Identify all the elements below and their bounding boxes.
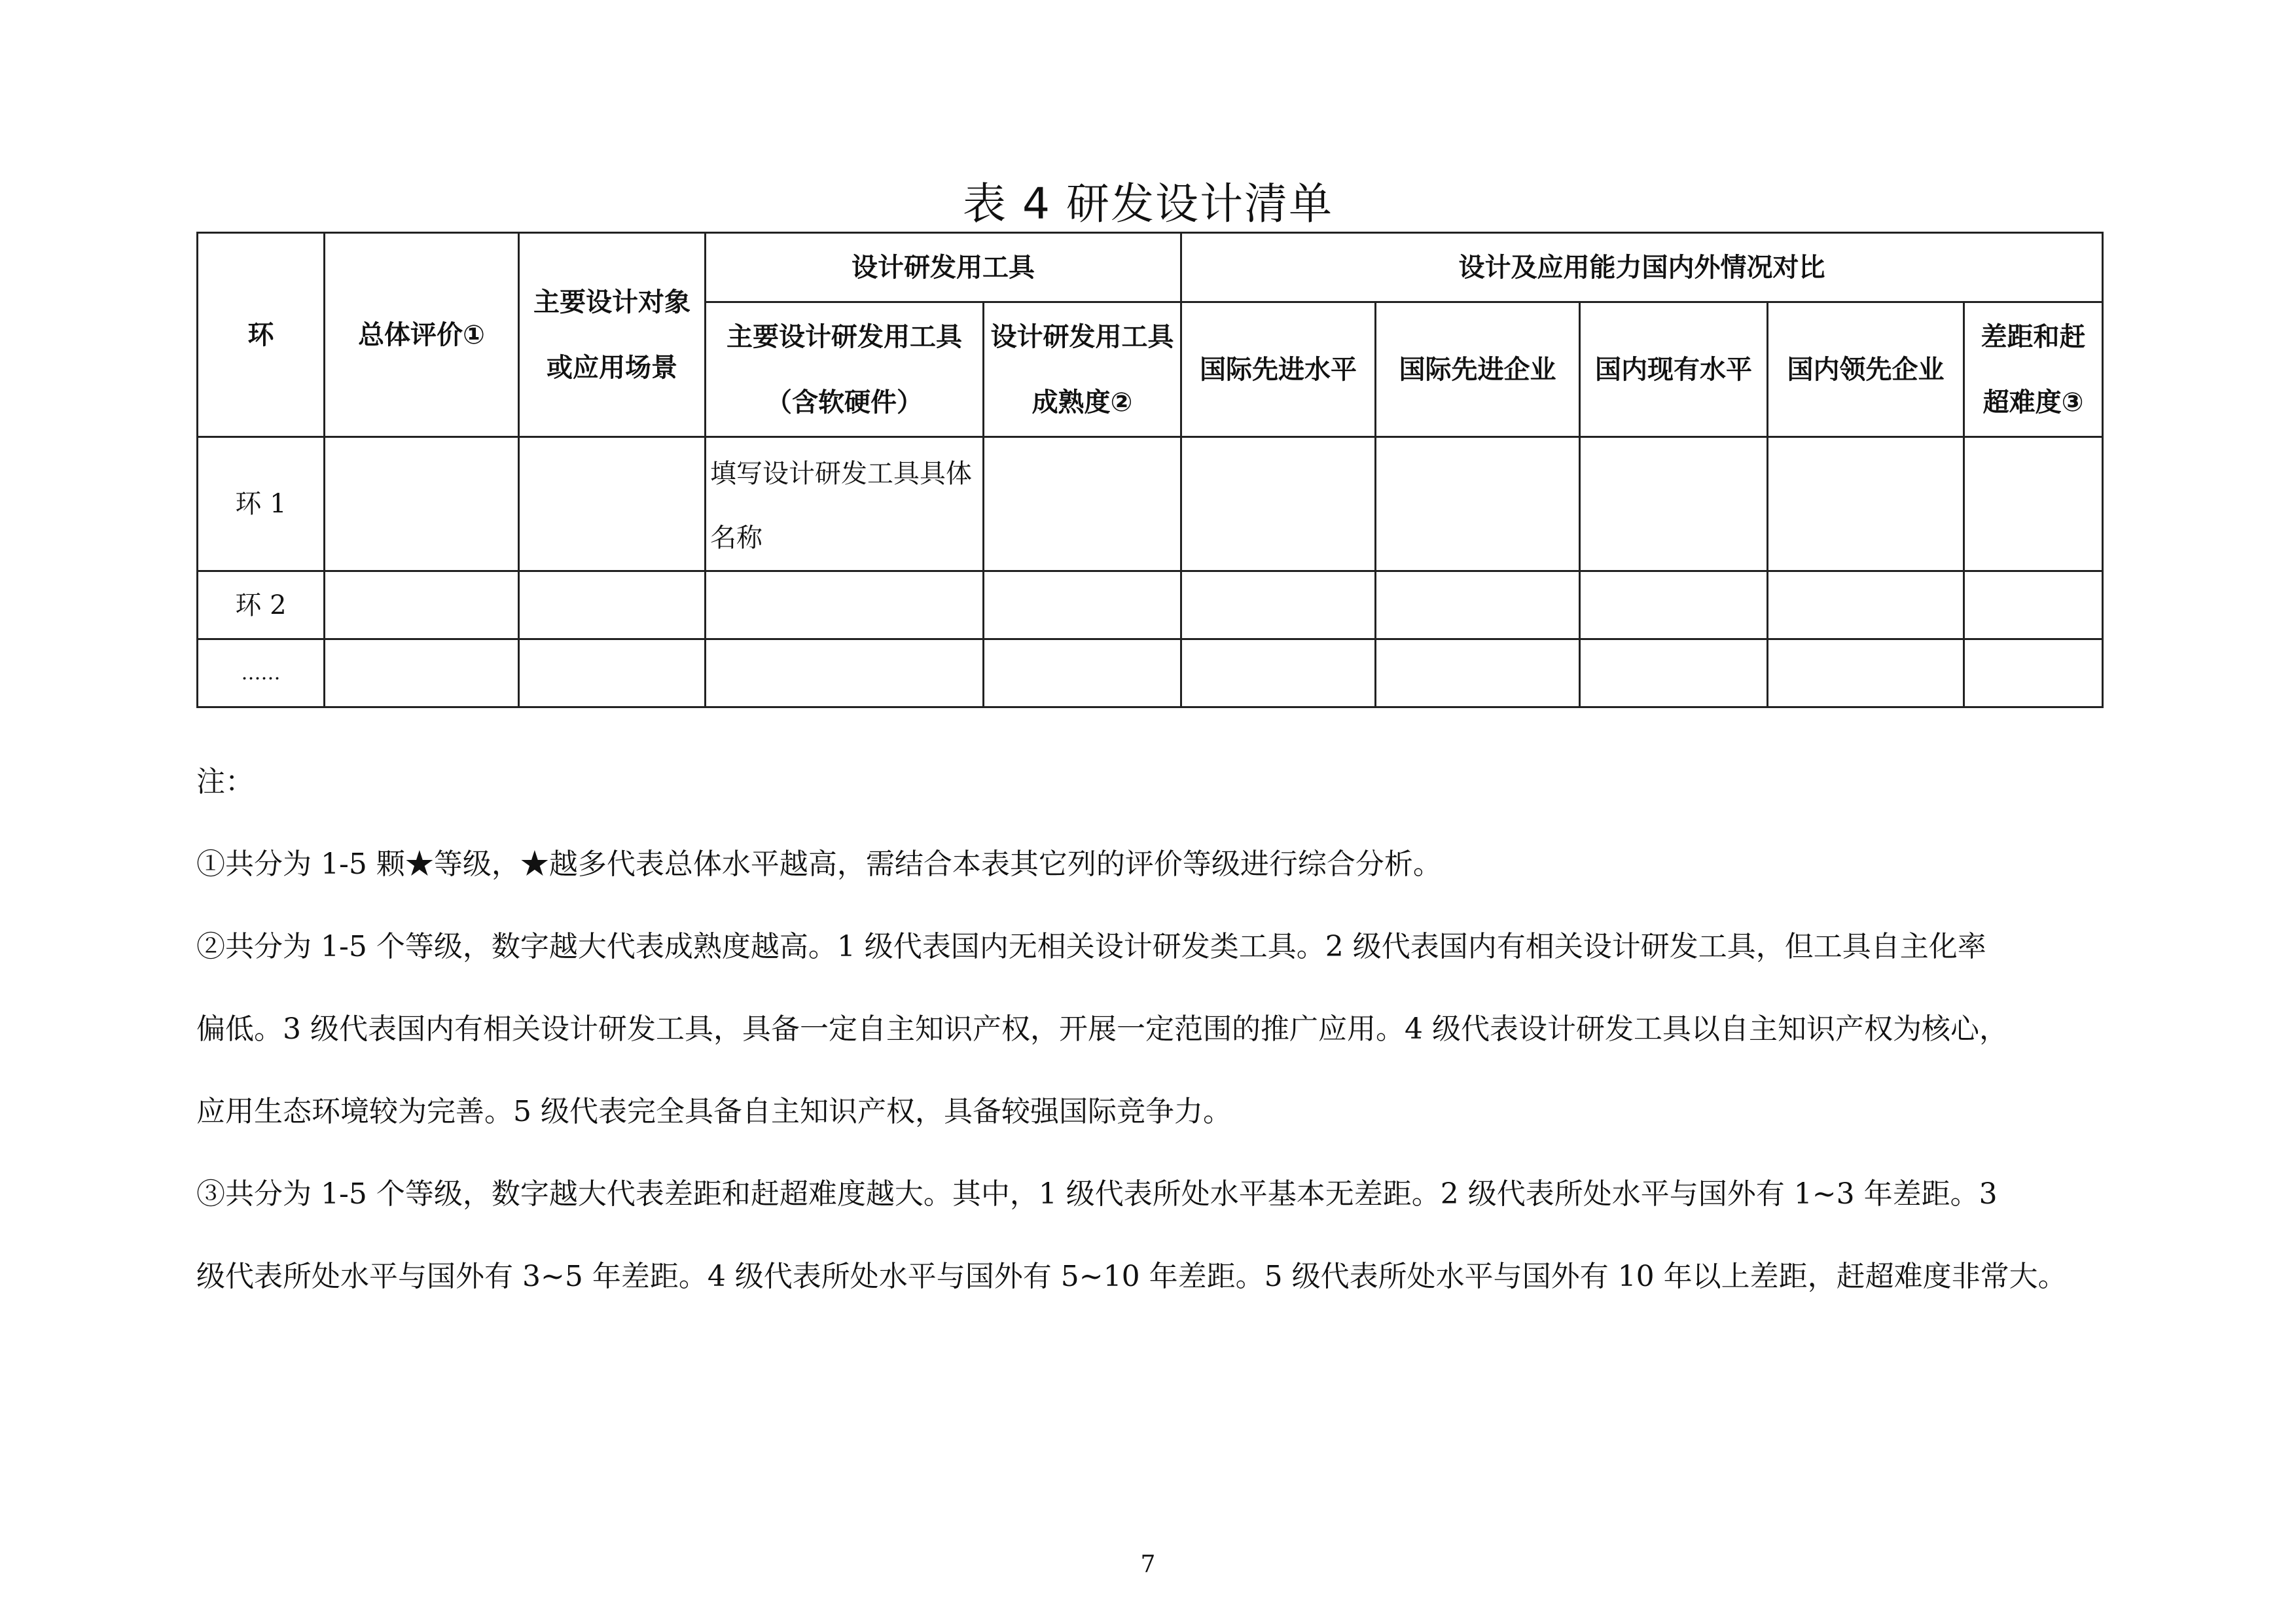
header-main-tools-line1: 主要设计研发用工具 [726, 321, 962, 352]
table-row [198, 437, 2103, 571]
header-tool-maturity-line1: 设计研发用工具 [990, 321, 1174, 352]
header-main-tools-line2: （含软硬件） [766, 387, 923, 418]
header-ring: 环 [198, 233, 325, 437]
table-row [198, 571, 2103, 639]
note-line: 级代表所处水平与国外有 3~5 年差距。4 级代表所处水平与国外有 5~10 年差距。5 级代表所处水平与国外有 10 年以上差距，赶超难度非常大。 [196, 1260, 2067, 1293]
intl-company-cell [1376, 639, 1580, 707]
note-line: 应用生态环境较为完善。5 级代表完全具备自主知识产权，具备较强国际竞争力。 [196, 1095, 1232, 1128]
header-gap-difficulty-line2: 超难度③ [1982, 387, 2084, 418]
overall-rating-cell [325, 437, 519, 571]
main-tools-line2: 名称 [710, 523, 762, 553]
domestic-company-cell [1768, 571, 1964, 639]
intl-company-cell [1376, 437, 1580, 571]
header-intl-level: 国际先进水平 [1181, 302, 1376, 437]
note-line: ①共分为 1-5 颗★等级，★越多代表总体水平越高，需结合本表其它列的评价等级进行综合分析。 [196, 847, 1442, 881]
header-tool-maturity [984, 302, 1181, 437]
notes-section [196, 741, 2114, 1318]
ring-label: …… [198, 639, 325, 707]
page-number: 7 [1140, 1551, 1156, 1578]
domestic-company-cell [1768, 437, 1964, 571]
header-tools-group: 设计研发用工具 [706, 233, 1181, 302]
domestic-level-cell [1580, 571, 1768, 639]
overall-rating-cell [325, 571, 519, 639]
ring-label: 环 1 [198, 437, 325, 571]
header-domestic-company: 国内领先企业 [1768, 302, 1964, 437]
overall-rating-cell [325, 639, 519, 707]
intl-level-cell [1181, 437, 1376, 571]
header-intl-company: 国际先进企业 [1376, 302, 1580, 437]
rd-design-table [196, 232, 2104, 708]
tool-maturity-cell [984, 571, 1181, 639]
notes-heading: 注： [196, 765, 254, 798]
ring-label: 环 2 [198, 571, 325, 639]
domestic-level-cell [1580, 437, 1768, 571]
domestic-company-cell [1768, 639, 1964, 707]
header-gap-difficulty [1964, 302, 2103, 437]
header-row-top [198, 233, 2103, 302]
intl-company-cell [1376, 571, 1580, 639]
main-tools-cell [706, 437, 984, 571]
gap-difficulty-cell [1964, 639, 2103, 707]
note-line: ③共分为 1-5 个等级，数字越大代表差距和赶超难度越大。其中，1 级代表所处水平基本无差距。2 级代表所处水平与国外有 1~3 年差距。3 [196, 1177, 1998, 1211]
main-tools-cell [706, 639, 984, 707]
header-domestic-level: 国内现有水平 [1580, 302, 1768, 437]
page-title: 表 4 研发设计清单 [963, 179, 1333, 229]
header-design-object-line2: 或应用场景 [547, 352, 677, 383]
main-tools-line1: 填写设计研发工具具体 [710, 459, 972, 489]
design-object-cell [519, 437, 706, 571]
table-row [198, 639, 2103, 707]
gap-difficulty-cell [1964, 571, 2103, 639]
header-design-object [519, 233, 706, 437]
design-object-cell [519, 571, 706, 639]
header-compare-group: 设计及应用能力国内外情况对比 [1181, 233, 2103, 302]
header-tool-maturity-line2: 成熟度② [1031, 387, 1133, 418]
tool-maturity-cell [984, 639, 1181, 707]
intl-level-cell [1181, 639, 1376, 707]
header-overall-rating: 总体评价① [325, 233, 519, 437]
main-tools-cell [706, 571, 984, 639]
intl-level-cell [1181, 571, 1376, 639]
header-main-tools [706, 302, 984, 437]
gap-difficulty-cell [1964, 437, 2103, 571]
header-design-object-line1: 主要设计对象 [533, 287, 691, 317]
design-object-cell [519, 639, 706, 707]
note-line: ②共分为 1-5 个等级，数字越大代表成熟度越高。1 级代表国内无相关设计研发类工具。2 级代表国内有相关设计研发工具，但工具自主化率 [196, 930, 1986, 963]
note-line: 偏低。3 级代表国内有相关设计研发工具，具备一定自主知识产权，开展一定范围的推广应用。4 级代表设计研发工具以自主知识产权为核心， [196, 1012, 2008, 1046]
header-gap-difficulty-line1: 差距和赶 [1981, 321, 2086, 352]
tool-maturity-cell [984, 437, 1181, 571]
domestic-level-cell [1580, 639, 1768, 707]
